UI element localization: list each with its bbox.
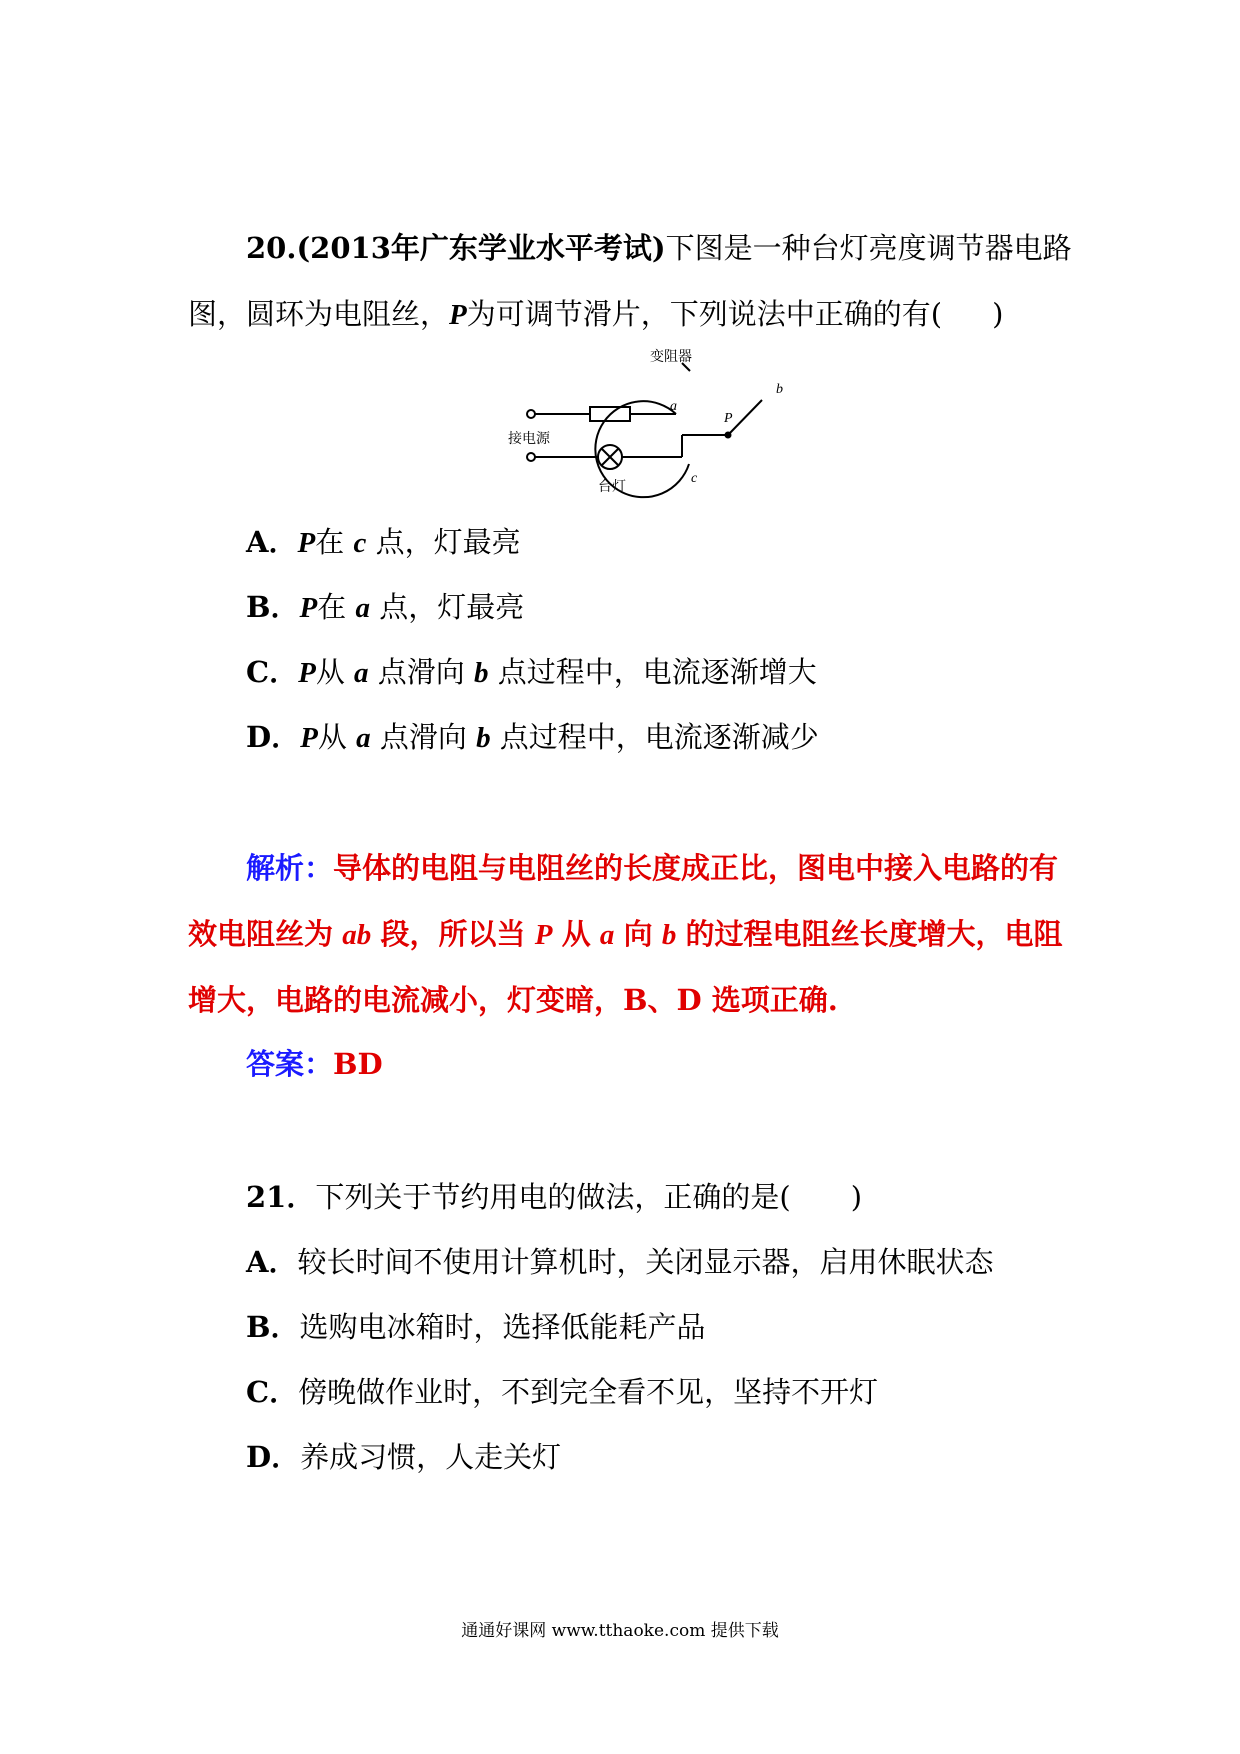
label-a: a bbox=[670, 399, 677, 414]
var-ab: ab bbox=[342, 919, 372, 951]
q20-stem-line2 bbox=[188, 294, 1003, 335]
option-text: 点滑向 bbox=[377, 655, 465, 689]
q20-stem-close: ) bbox=[992, 297, 1004, 331]
slider-P bbox=[728, 400, 762, 435]
option-letter: B． bbox=[246, 1310, 300, 1344]
var-b: b bbox=[661, 919, 677, 951]
q21-option-d bbox=[246, 1437, 561, 1477]
q20-stem-text3: 为可调节滑片，下列说法中正确的有( bbox=[466, 297, 943, 331]
analysis-text: 向 bbox=[623, 917, 653, 951]
option-text: 从 bbox=[317, 720, 347, 754]
var-P: P bbox=[298, 657, 316, 689]
option-letter: A． bbox=[246, 1245, 298, 1279]
var-a: a bbox=[356, 722, 371, 754]
q21-stem-text: 下列关于节约用电的做法，正确的是( bbox=[315, 1180, 791, 1214]
q20-option-d bbox=[246, 717, 819, 758]
var-P: P bbox=[534, 919, 553, 951]
option-text: 点，灯最亮 bbox=[375, 525, 521, 559]
q21-option-b bbox=[246, 1307, 706, 1347]
answer-label: 答案： bbox=[246, 1047, 334, 1081]
terminal-top bbox=[527, 410, 535, 418]
option-letter: A． bbox=[246, 525, 298, 559]
analysis-text: 效电阻丝为 bbox=[188, 917, 334, 951]
analysis-line1 bbox=[246, 848, 1058, 888]
answer-value: BD bbox=[333, 1047, 383, 1081]
option-text: 点，灯最亮 bbox=[379, 590, 525, 624]
var-c: c bbox=[353, 527, 367, 559]
q21-option-c bbox=[246, 1372, 878, 1412]
q20-stem-line1 bbox=[246, 228, 1072, 268]
answer-line bbox=[246, 1044, 383, 1084]
option-letter: C． bbox=[246, 655, 299, 689]
label-c: c bbox=[691, 471, 698, 486]
option-letter: D． bbox=[246, 1440, 301, 1474]
q21-stem bbox=[246, 1177, 862, 1217]
label-power: 接电源 bbox=[508, 432, 550, 447]
option-text: 傍晚做作业时，不到完全看不见，坚持不开灯 bbox=[298, 1375, 879, 1409]
option-text: 在 bbox=[315, 525, 345, 559]
q20-var-P: P bbox=[449, 299, 467, 331]
circuit-diagram bbox=[500, 345, 800, 500]
option-text: 选购电冰箱时，选择低能耗产品 bbox=[299, 1310, 706, 1344]
q21-stem-close: ) bbox=[850, 1180, 863, 1214]
q21-number: 21． bbox=[246, 1180, 316, 1214]
var-P: P bbox=[300, 722, 318, 754]
analysis-text: 段，所以当 bbox=[380, 917, 526, 951]
analysis-line3 bbox=[188, 980, 838, 1020]
option-text: 点滑向 bbox=[379, 720, 467, 754]
analysis-text: 增大，电路的电流减小，灯变暗，B、D 选项正确. bbox=[188, 983, 838, 1017]
var-a: a bbox=[599, 919, 615, 951]
label-P: P bbox=[724, 411, 733, 426]
var-a: a bbox=[354, 657, 369, 689]
label-rheostat: 变阻器 bbox=[650, 350, 692, 365]
analysis-text: 的过程电阻丝长度增大，电阻 bbox=[685, 917, 1063, 951]
q20-option-c bbox=[246, 652, 817, 693]
var-b: b bbox=[476, 722, 491, 754]
q20-option-a bbox=[246, 522, 521, 563]
option-text: 从 bbox=[315, 655, 345, 689]
var-b: b bbox=[474, 657, 489, 689]
q20-option-b bbox=[246, 587, 524, 628]
option-text: 在 bbox=[317, 590, 347, 624]
slider-pivot bbox=[725, 432, 732, 439]
q20-stem-text1: 下图是一种台灯亮度调节器电路 bbox=[665, 231, 1072, 265]
option-letter: C． bbox=[246, 1375, 299, 1409]
label-b: b bbox=[776, 382, 783, 397]
option-text: 点过程中，电流逐渐增大 bbox=[497, 655, 817, 689]
label-lamp: 台灯 bbox=[598, 480, 626, 495]
q20-source: (2013年广东学业水平考试) bbox=[296, 231, 666, 265]
q20-number: 20. bbox=[246, 231, 297, 265]
analysis-label: 解析： bbox=[246, 851, 334, 885]
analysis-line2 bbox=[188, 914, 1063, 955]
q21-option-a bbox=[246, 1242, 994, 1282]
option-letter: B． bbox=[246, 590, 300, 624]
var-P: P bbox=[299, 592, 318, 624]
analysis-text: 从 bbox=[561, 917, 591, 951]
q20-stem-text2: 图，圆环为电阻丝， bbox=[188, 297, 450, 331]
var-P: P bbox=[297, 527, 316, 559]
terminal-bottom bbox=[527, 453, 535, 461]
option-text: 点过程中，电流逐渐减少 bbox=[499, 720, 819, 754]
option-text: 养成习惯，人走关灯 bbox=[300, 1440, 562, 1474]
option-letter: D． bbox=[246, 720, 301, 754]
option-text: 较长时间不使用计算机时，关闭显示器，启用休眠状态 bbox=[297, 1245, 994, 1279]
analysis-text: 导体的电阻与电阻丝的长度成正比，图电中接入电路的有 bbox=[333, 851, 1059, 885]
var-a: a bbox=[355, 592, 370, 624]
page-footer: 通通好课网 www.tthaoke.com 提供下载 bbox=[461, 1621, 779, 1641]
